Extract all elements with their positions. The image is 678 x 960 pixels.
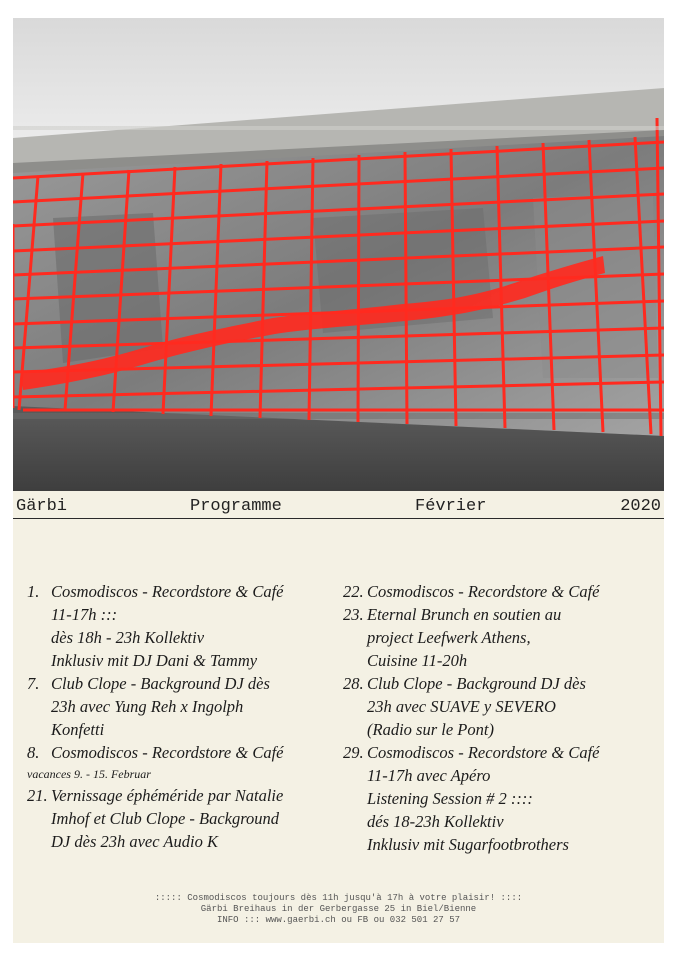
entry-line: dès 18h - 23h Kollektiv [51, 628, 205, 647]
entry-line: project Leefwerk Athens, [367, 628, 531, 647]
entry-day: 7. [27, 674, 40, 693]
building-photo [13, 18, 664, 491]
entry-day: 28. [343, 674, 364, 693]
program-entry [27, 741, 347, 764]
footer-line-hours: ::::: Cosmodiscos toujours dès 11h jusqu'à 17h à votre plaisir! :::: [154, 893, 523, 903]
entry-line: Cosmodiscos - Recordstore & Café [367, 582, 600, 601]
program-left-column [27, 580, 347, 853]
entry-line: Inklusiv mit DJ Dani & Tammy [51, 651, 258, 670]
entry-day: 29. [343, 743, 364, 762]
entry-line: (Radio sur le Pont) [367, 720, 494, 739]
entry-line: DJ dès 23h avec Audio K [51, 832, 218, 851]
holiday-note: vacances 9. - 15. Februar [27, 767, 151, 781]
entry-line: Konfetti [51, 720, 105, 739]
program-entry [343, 603, 663, 672]
entry-day: 1. [27, 582, 40, 601]
entry-line: Cuisine 11-20h [367, 651, 468, 670]
entry-line: 11-17h avec Apéro [367, 766, 491, 785]
entry-day: 8. [27, 743, 40, 762]
year-label: 2020 [620, 497, 661, 516]
program-entry [27, 672, 347, 741]
program-entry [27, 784, 347, 853]
entry-line: 23h avec SUAVE y SEVERO [367, 697, 556, 716]
program-entry [343, 580, 663, 603]
program-right-column [343, 580, 663, 856]
entry-line: Inklusiv mit Sugarfootbrothers [367, 835, 569, 854]
entry-line: Cosmodiscos - Recordstore & Café [367, 743, 600, 762]
entry-line: Club Clope - Background DJ dès [367, 674, 586, 693]
program-entry [343, 672, 663, 741]
program-entry [27, 580, 347, 672]
footer-line-address: Gärbi Breihaus in der Gerbergasse 25 in Biel/Bienne [200, 904, 477, 914]
entry-line: 11-17h ::: [51, 605, 118, 624]
poster [13, 18, 664, 943]
entry-line: Eternal Brunch en soutien au [367, 605, 562, 624]
entry-line: Club Clope - Background DJ dès [51, 674, 270, 693]
month-label: Février [415, 497, 487, 516]
entry-line: Cosmodiscos - Recordstore & Café [51, 743, 284, 762]
poster-header [13, 494, 664, 519]
entry-line: dés 18-23h Kollektiv [367, 812, 504, 831]
entry-line: Cosmodiscos - Recordstore & Café [51, 582, 284, 601]
entry-day: 22. [343, 582, 364, 601]
program-entry [343, 741, 663, 856]
entry-line: Vernissage éphéméride par Natalie [51, 786, 284, 805]
poster-footer [13, 893, 664, 926]
entry-day: 21. [27, 786, 48, 805]
venue-name: Gärbi [16, 497, 68, 516]
entry-line: Listening Session # 2 :::: [367, 789, 533, 808]
footer-line-info: INFO ::: www.gaerbi.ch ou FB ou 032 501 27 57 [216, 915, 461, 925]
entry-line: 23h avec Yung Reh x Ingolph [51, 697, 244, 716]
entry-day: 23. [343, 605, 364, 624]
programme-label: Programme [190, 497, 282, 516]
glass-facade-illustration [13, 18, 664, 491]
entry-line: Imhof et Club Clope - Background [51, 809, 280, 828]
